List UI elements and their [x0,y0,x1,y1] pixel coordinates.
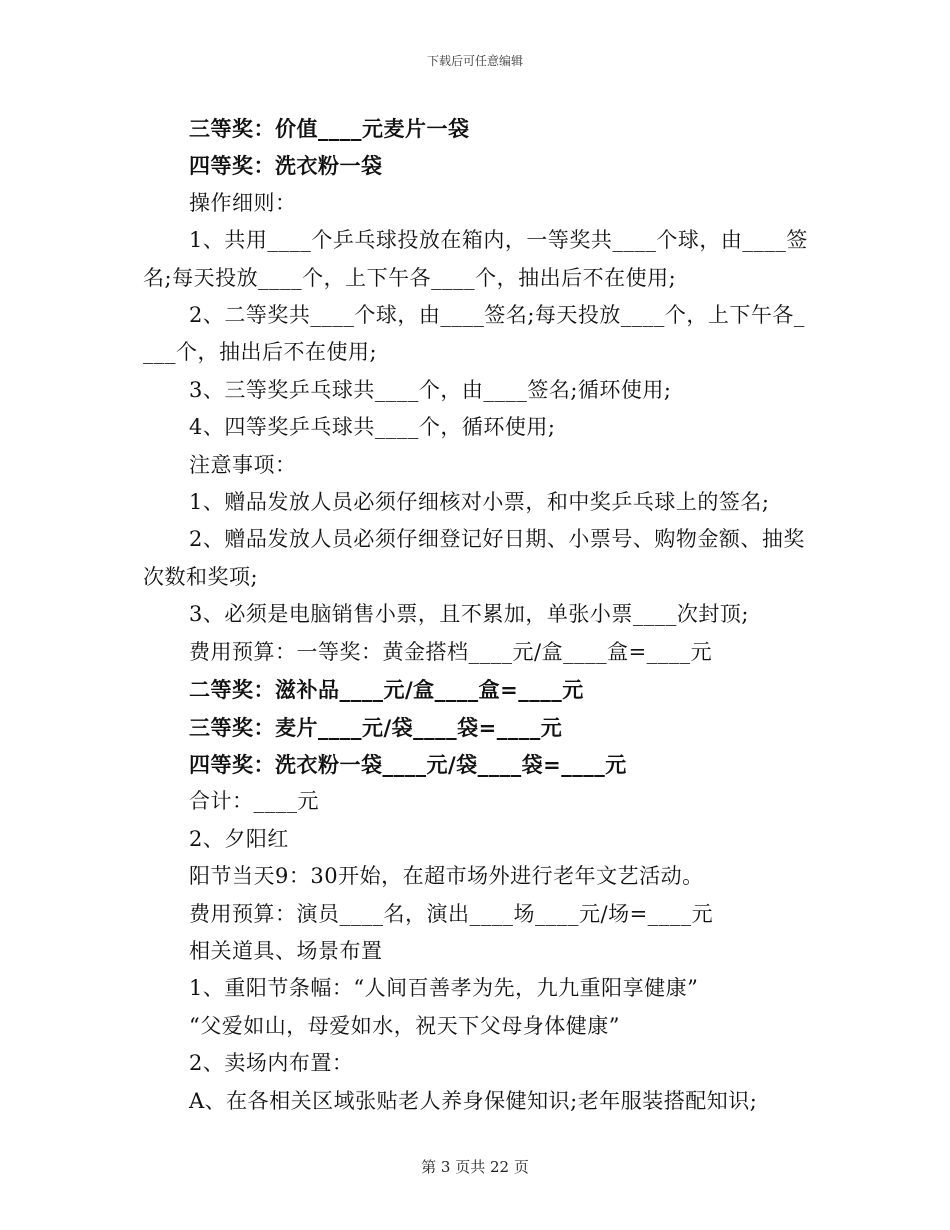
text-line: 四等奖：洗衣粉一袋____元/袋____袋=____元 [189,751,627,777]
page-footer: 第 3 页共 22 页 [421,1158,529,1176]
text-line: 四等奖：洗衣粉一袋 [189,153,383,179]
text-line: ___个，抽出后不在使用; [143,340,378,365]
text-line: 三等奖：价值____元麦片一袋 [189,116,470,141]
text-line: 次数和奖项; [143,564,259,589]
text-line: 注意事项： [189,452,297,477]
text-line: 1、赠品发放人员必须仔细核对小票，和中奖乒乓球上的签名; [189,490,770,515]
text-line: 2、夕阳红 [189,826,289,851]
text-line: 操作细则： [189,190,297,215]
text-line: 3、三等奖乒乓球共____个，由____签名;循环使用; [189,377,672,402]
text-line: 费用预算：演员____名，演出____场____元/场=____元 [189,901,714,926]
text-line: 1、共用____个乒乓球投放在箱内，一等奖共____个球，由____签 [189,228,808,253]
text-line: 二等奖：滋补品____元/盒____盒=____元 [189,677,584,703]
text-line: 相关道具、场景布置 [189,938,383,963]
text-line: 2、卖场内布置： [189,1051,354,1076]
text-line: 2、赠品发放人员必须仔细登记好日期、小票号、购物金额、抽奖 [189,527,805,552]
text-line: 4、四等奖乒乓球共____个，循环使用; [189,415,556,440]
text-line: 3、必须是电脑销售小票，且不累加，单张小票____次封顶; [189,602,749,627]
text-line: 2、二等奖共____个球，由____签名;每天投放____个，上下午各_ [189,303,805,328]
text-line: 名;每天投放____个，上下午各____个，抽出后不在使用; [143,265,677,290]
text-line: 阳节当天9：30开始，在超市场外进行老年文艺活动。 [189,864,704,889]
text-line: “父爱如山，母爱如水，祝天下父母身体健康” [189,1013,620,1038]
page-header: 下载后可任意编辑 [426,54,523,68]
text-line: 费用预算：一等奖：黄金搭档____元/盒____盒=____元 [189,639,713,664]
text-line: 合计：____元 [189,789,319,814]
text-line: 三等奖：麦片____元/袋____袋=____元 [189,714,563,740]
text-line: 1、重阳节条幅：“人间百善孝为先，九九重阳享健康” [189,976,699,1001]
document-body [143,110,808,1120]
text-line: A、在各相关区域张贴老人养身保健知识;老年服装搭配知识; [189,1088,758,1113]
